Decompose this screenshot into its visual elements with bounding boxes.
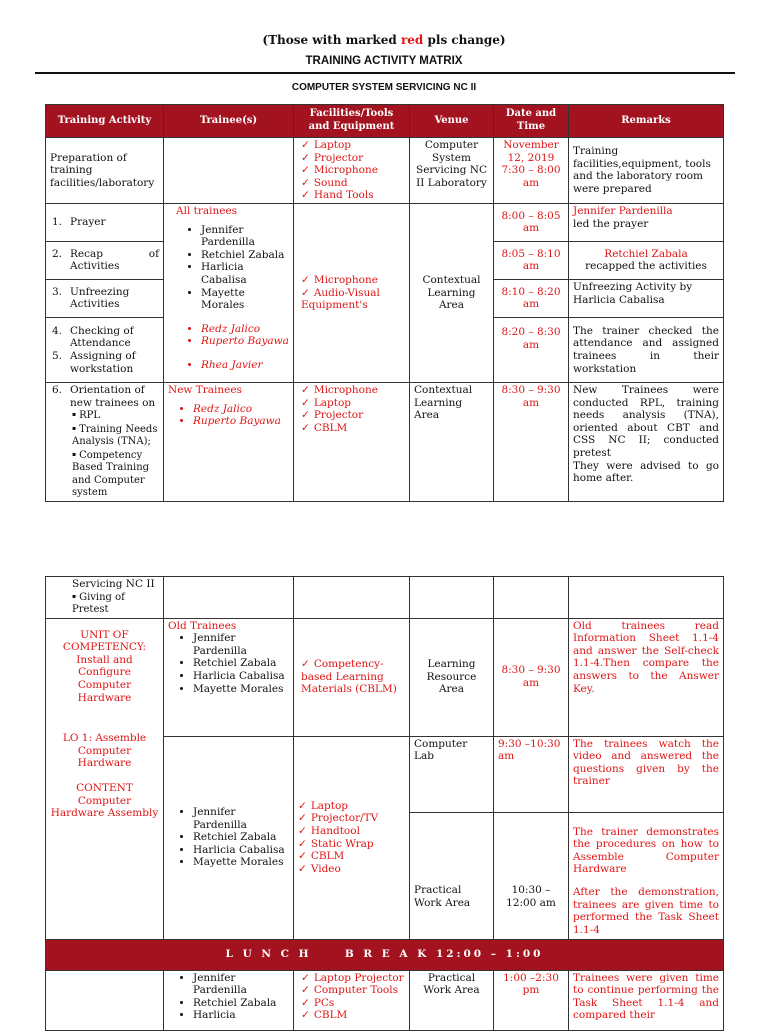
col-venue: Venue bbox=[410, 105, 494, 138]
facilities-cell: ✓ Laptop ✓ Projector ✓ Microphone ✓ Sound ✓ Hand Tools bbox=[294, 138, 410, 204]
document-subtitle: COMPUTER SYSTEM SERVICING NC II bbox=[291, 82, 477, 93]
datetime-cell: 8:30 – 9:30 am bbox=[494, 618, 569, 736]
activity-cell: UNIT OF COMPETENCY: Install and Configure Computer Hardware LO 1: Assemble Computer Hardware CONTENT Computer Hardware Assembly bbox=[46, 618, 164, 939]
col-facilities: Facilities/Tools and Equipment bbox=[294, 105, 410, 138]
activity-cell: 4. Checking of Attendance 5. Assigning of workstation bbox=[46, 317, 164, 382]
datetime-cell: 8:30 – 9:30 am bbox=[494, 382, 569, 501]
remarks-cell: New Trainees were conducted RPL, training needs analysis (TNA), oriented about CBT and CSS NC II; conducted pretest They were advised to go home after. bbox=[569, 382, 724, 501]
table-row bbox=[46, 138, 724, 204]
datetime-cell: 1:00 –2:30 pm bbox=[494, 970, 569, 1030]
venue-cell: Practical Work Area bbox=[410, 812, 494, 939]
col-remarks: Remarks bbox=[569, 105, 724, 138]
col-training-activity: Training Activity bbox=[46, 105, 164, 138]
document-title: TRAINING ACTIVITY MATRIX bbox=[305, 55, 463, 67]
activity-table-page1 bbox=[45, 104, 724, 502]
datetime-cell: November 12, 2019 7:30 – 8:00 am bbox=[494, 138, 569, 204]
col-date-time: Date and Time bbox=[494, 105, 569, 138]
datetime-cell: 8:10 – 8:20 am bbox=[494, 279, 569, 317]
remarks-cell: The trainees watch the video and answered the questions given by the trainer bbox=[569, 736, 724, 812]
change-note: (Those with marked red pls change) bbox=[262, 33, 506, 47]
col-trainees: Trainee(s) bbox=[164, 105, 294, 138]
facilities-cell: ✓ Microphone ✓ Laptop ✓ Projector ✓ CBLM bbox=[294, 382, 410, 501]
table-row bbox=[46, 618, 724, 736]
datetime-cell: 8:00 – 8:05 am bbox=[494, 203, 569, 241]
facilities-cell: ✓ Microphone ✓ Audio-Visual Equipment's bbox=[294, 203, 410, 382]
activity-cell: 6. Orientation of new trainees on ▪ RPL ▪ Training Needs Analysis (TNA); ▪ Competency Based Training and Computer system bbox=[46, 382, 164, 501]
datetime-cell bbox=[494, 577, 569, 619]
table-row bbox=[46, 382, 724, 501]
activity-cell: 3. Unfreezing Activities bbox=[46, 279, 164, 317]
venue-cell: Contextual Learning Area bbox=[410, 203, 494, 382]
table-row bbox=[46, 577, 724, 619]
remarks-cell: The trainer demonstrates the procedures on how to Assemble Computer Hardware After the demonstration, trainees are given time to performed the Task Sheet 1.1-4 bbox=[569, 812, 724, 939]
table-row bbox=[46, 970, 724, 1030]
remarks-cell: Unfreezing Activity by Harlicia Cabalisa bbox=[569, 279, 724, 317]
table-row bbox=[46, 203, 724, 241]
remarks-cell: The trainer checked the attendance and assigned trainees in their workstation bbox=[569, 317, 724, 382]
activity-cell: 2. Recap of Activities bbox=[46, 241, 164, 279]
remarks-cell: Training facilities,equipment, tools and the laboratory room were prepared bbox=[569, 138, 724, 204]
venue-cell: Practical Work Area bbox=[410, 970, 494, 1030]
remarks-cell: Old trainees read Information Sheet 1.1-4 and answer the Self-check 1.1-4.Then compare the answers to the Answer Key. bbox=[569, 618, 724, 736]
remarks-cell bbox=[569, 577, 724, 619]
activity-table-page2 bbox=[45, 576, 724, 1031]
trainees-cell: Old Trainees • Jennifer Pardenilla • Retchiel Zabala • Harlicia Cabalisa • Mayette Morales bbox=[164, 618, 294, 736]
trainees-cell: All trainees • Jennifer Pardenilla • Retchiel Zabala • Harlicia Cabalisa • Mayette Morales • Redz Jalico • Ruperto Bayawa • Rhea Javier bbox=[164, 203, 294, 382]
facilities-cell: ✓ Laptop Projector ✓ Computer Tools ✓ PCs ✓ CBLM bbox=[294, 970, 410, 1030]
title-rule bbox=[35, 72, 735, 74]
datetime-cell: 10:30 – 12:00 am bbox=[494, 812, 569, 939]
activity-cell: Servicing NC II ▪ Giving of Pretest bbox=[46, 577, 164, 619]
venue-cell: Computer System Servicing NC II Laboratory bbox=[410, 138, 494, 204]
facilities-cell: ✓ Laptop ✓ Projector/TV ✓ Handtool ✓ Static Wrap ✓ CBLM ✓ Video bbox=[294, 736, 410, 939]
venue-cell: Computer Lab bbox=[410, 736, 494, 812]
lunch-break-row: L U N C H B R E A K 12:00 – 1:00 bbox=[46, 939, 724, 970]
remarks-cell: Retchiel Zabala recapped the activities bbox=[569, 241, 724, 279]
datetime-cell: 8:05 – 8:10 am bbox=[494, 241, 569, 279]
activity-cell: Preparation of training facilities/laboratory bbox=[46, 138, 164, 204]
trainees-cell bbox=[164, 577, 294, 619]
datetime-cell: 8:20 – 8:30 am bbox=[494, 317, 569, 382]
facilities-cell: ✓ Competency-based Learning Materials (CBLM) bbox=[294, 618, 410, 736]
venue-cell: Contextual Learning Area bbox=[410, 382, 494, 501]
trainees-cell bbox=[164, 138, 294, 204]
activity-cell bbox=[46, 970, 164, 1030]
venue-cell: Learning Resource Area bbox=[410, 618, 494, 736]
trainees-cell: • Jennifer Pardenilla • Retchiel Zabala • Harlicia Cabalisa • Mayette Morales bbox=[164, 736, 294, 939]
activity-cell: 1. Prayer bbox=[46, 203, 164, 241]
remarks-cell: Jennifer Pardenilla led the prayer bbox=[569, 203, 724, 241]
datetime-cell: 9:30 –10:30 am bbox=[494, 736, 569, 812]
trainees-cell: New Trainees • Redz Jalico • Ruperto Bayawa bbox=[164, 382, 294, 501]
remarks-cell: Trainees were given time to continue performing the Task Sheet 1.1-4 and compared their bbox=[569, 970, 724, 1030]
trainees-cell: • Jennifer Pardenilla • Retchiel Zabala • Harlicia bbox=[164, 970, 294, 1030]
venue-cell bbox=[410, 577, 494, 619]
facilities-cell bbox=[294, 577, 410, 619]
